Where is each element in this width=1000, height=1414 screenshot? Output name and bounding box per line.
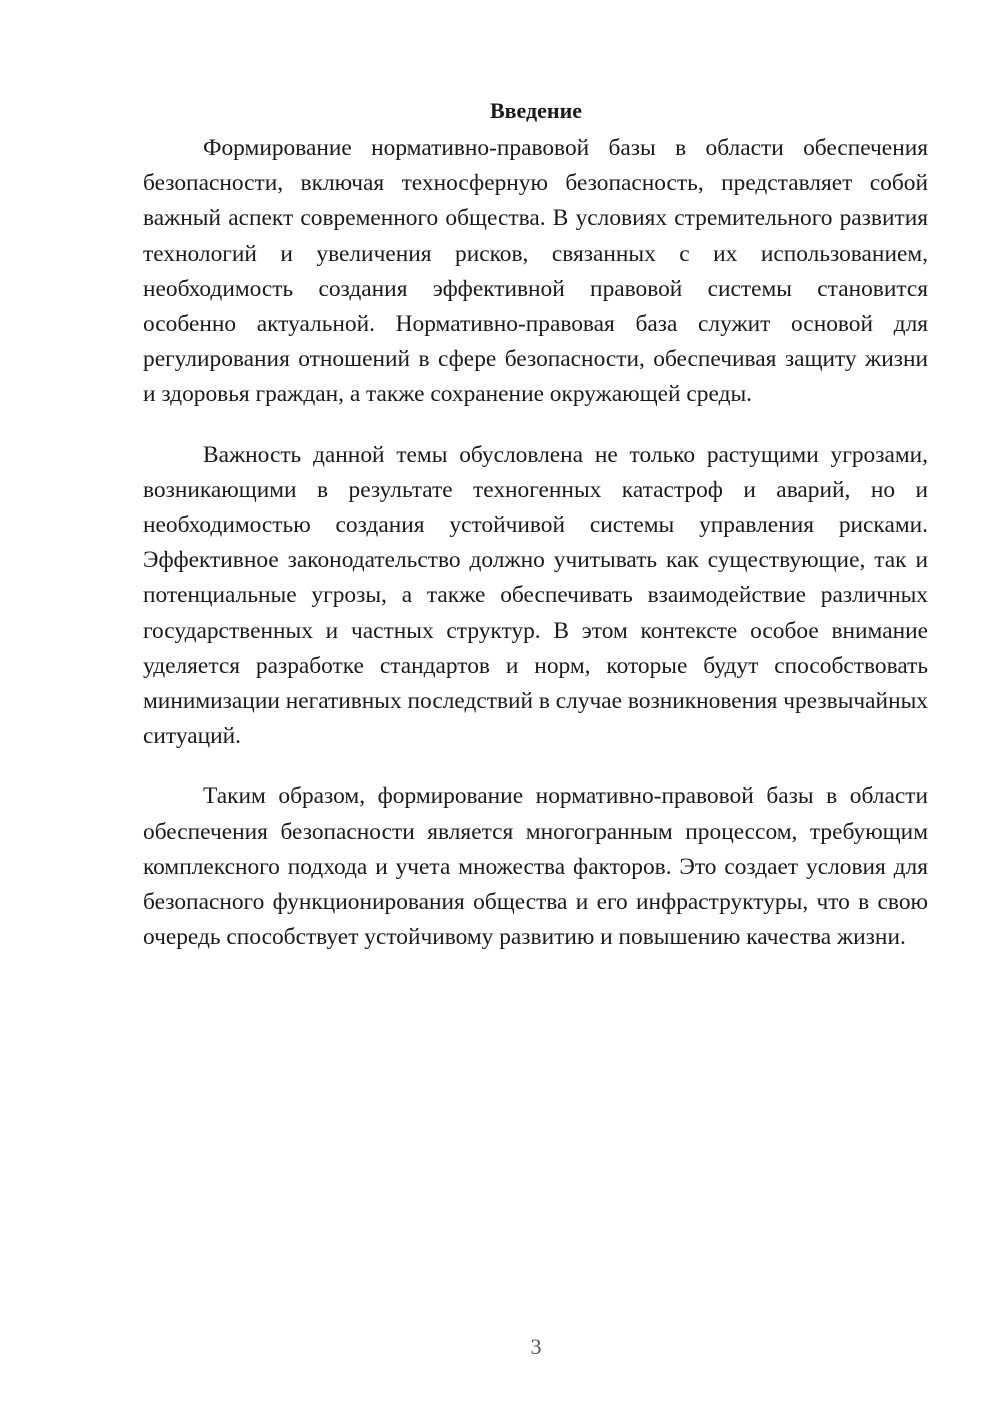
paragraph-1: Формирование нормативно-правовой базы в области обеспечения безопасности, включая техносферную безопасность, представляет собой важный аспект современного общества. В условиях стремительного развития технологий и увеличения рисков, связанных с их использованием, необходимость создания эффективной правовой системы становится особенно актуальной. Нормативно-правовая база служит основой для регулирования отношений в сфере безопасности, обеспечивая защиту жизни и здоровья граждан, а также сохранение окружающей среды.	[143, 135, 928, 408]
page-content	[143, 94, 928, 980]
paragraph-2: Важность данной темы обусловлена не только растущими угрозами, возникающими в результате техногенных катастроф и аварий, но и необходимостью создания устойчивой системы управления рисками. Эффективное законодательство должно учитывать как существующие, так и потенциальные угрозы, а также обеспечивать взаимодействие различных государственных и частных структур. В этом контексте особое внимание уделяется разработке стандартов и норм, которые будут способствовать минимизации негативных последствий в случае возникновения чрезвычайных ситуаций.	[143, 441, 928, 750]
page-number: 3	[530, 1334, 542, 1359]
section-title: Введение	[489, 98, 583, 123]
paragraph-3: Таким образом, формирование нормативно-правовой базы в области обеспечения безопасности является многогранным процессом, требующим комплексного подхода и учета множества факторов. Это создает условия для безопасного функционирования общества и его инфраструктуры, что в свою очередь способствует устойчивому развитию и повышению качества жизни.	[143, 783, 928, 951]
